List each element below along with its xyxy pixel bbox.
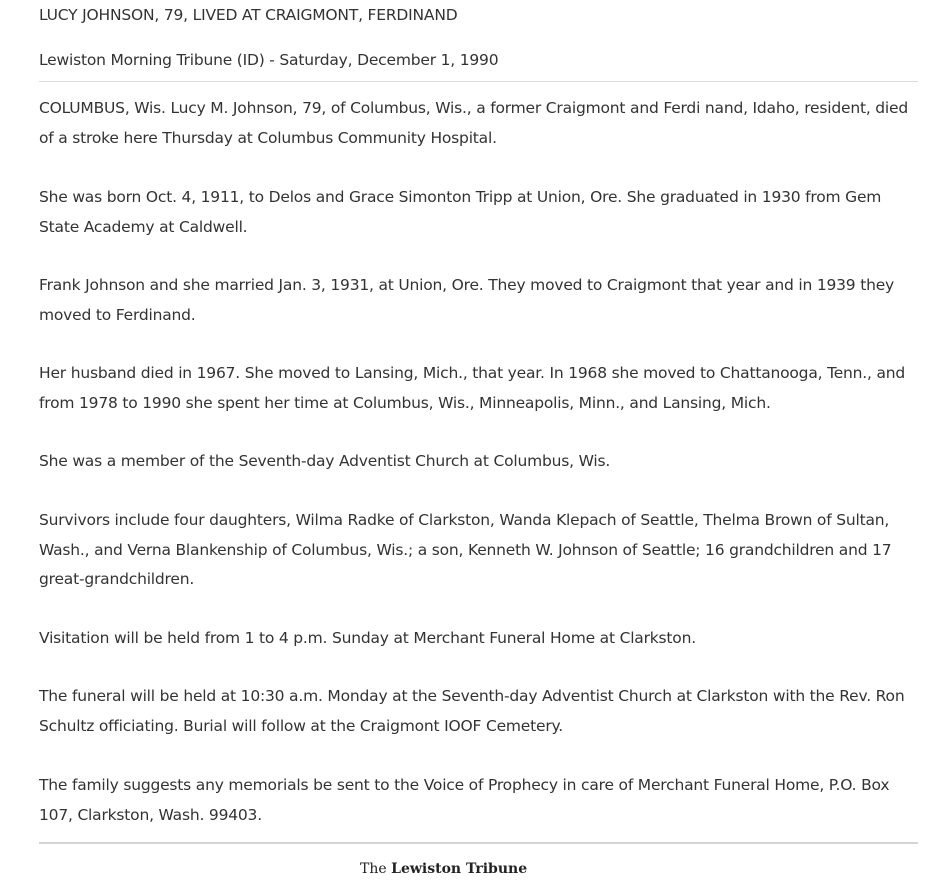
lewiston-tribune-logo — [360, 860, 528, 878]
logo-name: Lewiston Tribune — [391, 861, 528, 877]
article-paragraph: Frank Johnson and she married Jan. 3, 1931, at Union, Ore. They moved to Craigmont that year and in 1939 they moved to Ferdinand. — [39, 276, 895, 324]
article-headline: LUCY JOHNSON, 79, LIVED AT CRAIGMONT, FERDINAND — [39, 6, 458, 24]
bottom-divider — [39, 842, 918, 844]
article-paragraph: Her husband died in 1967. She moved to Lansing, Mich., that year. In 1968 she moved to Chattanooga, Tenn., and from 1978 to 1990 she spent her time at Columbus, Wis., Minneapolis, Minn., and Lansing, Mich. — [39, 364, 906, 412]
article-source-line: Lewiston Morning Tribune (ID) - Saturday, December 1, 1990 — [39, 51, 499, 69]
article-paragraph: She was born Oct. 4, 1911, to Delos and Grace Simonton Tripp at Union, Ore. She graduated in 1930 from Gem State Academy at Caldwell. — [39, 188, 882, 236]
article-paragraph: The family suggests any memorials be sent to the Voice of Prophecy in care of Merchant Funeral Home, P.O. Box 107, Clarkston, Wash. 99403. — [39, 776, 890, 824]
article-paragraph: COLUMBUS, Wis. Lucy M. Johnson, 79, of Columbus, Wis., a former Craigmont and Ferdi nand, Idaho, resident, died of a stroke here Thursday at Columbus Community Hospital. — [39, 99, 909, 147]
article-paragraph: The funeral will be held at 10:30 a.m. Monday at the Seventh-day Adventist Church at Clarkston with the Rev. Ron Schultz officiating. Burial will follow at the Craigmont IOOF Cemetery. — [39, 687, 905, 735]
article-paragraph: Visitation will be held from 1 to 4 p.m. Sunday at Merchant Funeral Home at Clarkston. — [39, 629, 696, 647]
logo-prefix: The — [360, 861, 387, 877]
article-paragraph: Survivors include four daughters, Wilma Radke of Clarkston, Wanda Klepach of Seattle, Thelma Brown of Sultan, Wash., and Verna Blankenship of Columbus, Wis.; a son, Kenneth W. Johnson of Seattle; 16 grandchildren and 17 great-grandchildren. — [39, 511, 892, 588]
article-paragraph: She was a member of the Seventh-day Adventist Church at Columbus, Wis. — [39, 452, 611, 470]
top-divider — [39, 81, 918, 82]
